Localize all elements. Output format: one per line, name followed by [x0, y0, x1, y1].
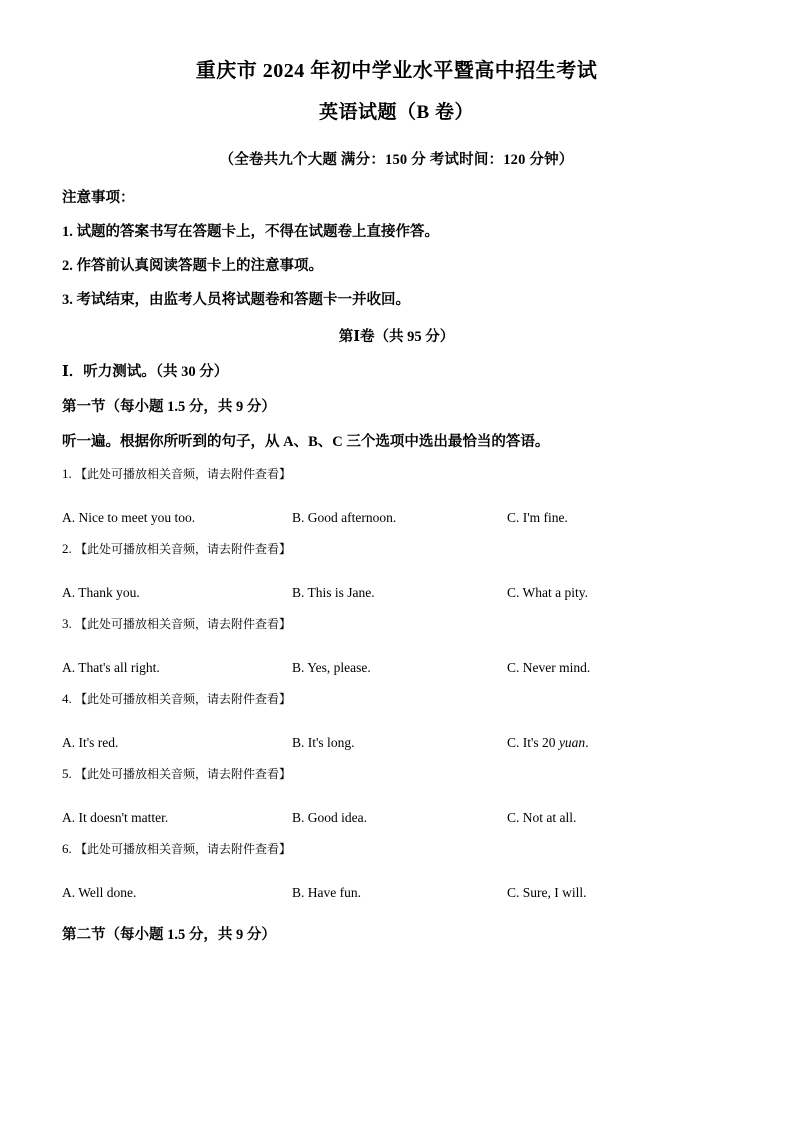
question-1-option-b[interactable]: B. Good afternoon.	[292, 510, 397, 525]
question-5-option-c[interactable]: C. Not at all.	[507, 810, 577, 825]
section-two-heading: 第二节（每小题 1.5 分，共 9 分）	[62, 927, 276, 943]
question-5-options	[62, 810, 731, 826]
notice-heading: 注意事项：	[62, 190, 135, 206]
question-3-option-c[interactable]: C. Never mind.	[507, 660, 591, 675]
question-5-audio-note[interactable]: 【此处可播放相关音频，请去附件查看】	[75, 767, 292, 781]
notice-item-3: 3. 考试结束，由监考人员将试题卷和答题卡一并收回。	[62, 292, 410, 308]
question-4-option-b[interactable]: B. It's long.	[292, 735, 355, 750]
page-subtitle: 英语试题（B 卷）	[319, 102, 474, 123]
exam-meta: （全卷共九个大题 满分：150 分 考试时间：120 分钟）	[219, 152, 574, 168]
question-2-number: 2.	[62, 541, 72, 556]
question-3-audio	[62, 615, 731, 632]
question-1-options	[62, 510, 731, 526]
part-one-heading: Ⅰ．听力测试。（共 30 分）	[62, 364, 229, 380]
section-one-instruction: 听一遍。根据你所听到的句子，从 A、B、C 三个选项中选出最恰当的答语。	[62, 434, 550, 450]
question-2-audio-note[interactable]: 【此处可播放相关音频，请去附件查看】	[75, 542, 292, 556]
question-2-option-c[interactable]: C. What a pity.	[507, 585, 588, 600]
section-one-heading: 第一节（每小题 1.5 分，共 9 分）	[62, 399, 276, 415]
question-1-option-a[interactable]: A. Nice to meet you too.	[62, 510, 196, 525]
question-1-option-c[interactable]: C. I'm fine.	[507, 510, 568, 525]
question-2-option-b[interactable]: B. This is Jane.	[292, 585, 375, 600]
page-title: 重庆市 2024 年初中学业水平暨高中招生考试	[195, 60, 598, 82]
question-5-option-a[interactable]: A. It doesn't matter.	[62, 810, 169, 825]
notice-item-1: 1. 试题的答案书写在答题卡上，不得在试题卷上直接作答。	[62, 224, 439, 240]
question-3-number: 3.	[62, 616, 72, 631]
question-4-option-c[interactable]: C. It's 20 yuan.	[507, 735, 589, 750]
question-5-number: 5.	[62, 766, 72, 781]
question-2-options	[62, 585, 731, 601]
question-1-audio	[62, 465, 731, 482]
question-5-option-b[interactable]: B. Good idea.	[292, 810, 367, 825]
question-3-options	[62, 660, 731, 676]
question-4-number: 4.	[62, 691, 72, 706]
question-2-audio	[62, 540, 731, 557]
question-4-audio-note[interactable]: 【此处可播放相关音频，请去附件查看】	[75, 692, 292, 706]
question-3-audio-note[interactable]: 【此处可播放相关音频，请去附件查看】	[75, 617, 292, 631]
paper-part-label: 第Ⅰ卷（共 95 分）	[338, 329, 455, 345]
question-1-number: 1.	[62, 466, 72, 481]
question-6-option-b[interactable]: B. Have fun.	[292, 885, 361, 900]
question-6-options	[62, 885, 731, 901]
question-6-audio-note[interactable]: 【此处可播放相关音频，请去附件查看】	[75, 842, 292, 856]
question-6-option-a[interactable]: A. Well done.	[62, 885, 137, 900]
question-1-audio-note[interactable]: 【此处可播放相关音频，请去附件查看】	[75, 467, 292, 481]
question-4-options	[62, 735, 731, 751]
question-2-option-a[interactable]: A. Thank you.	[62, 585, 140, 600]
question-6-number: 6.	[62, 841, 72, 856]
notice-item-2: 2. 作答前认真阅读答题卡上的注意事项。	[62, 258, 323, 274]
question-3-option-b[interactable]: B. Yes, please.	[292, 660, 371, 675]
question-5-audio	[62, 765, 731, 782]
question-4-option-a[interactable]: A. It's red.	[62, 735, 119, 750]
question-3-option-a[interactable]: A. That's all right.	[62, 660, 160, 675]
question-6-audio	[62, 840, 731, 857]
question-4-audio	[62, 690, 731, 707]
question-6-option-c[interactable]: C. Sure, I will.	[507, 885, 587, 900]
